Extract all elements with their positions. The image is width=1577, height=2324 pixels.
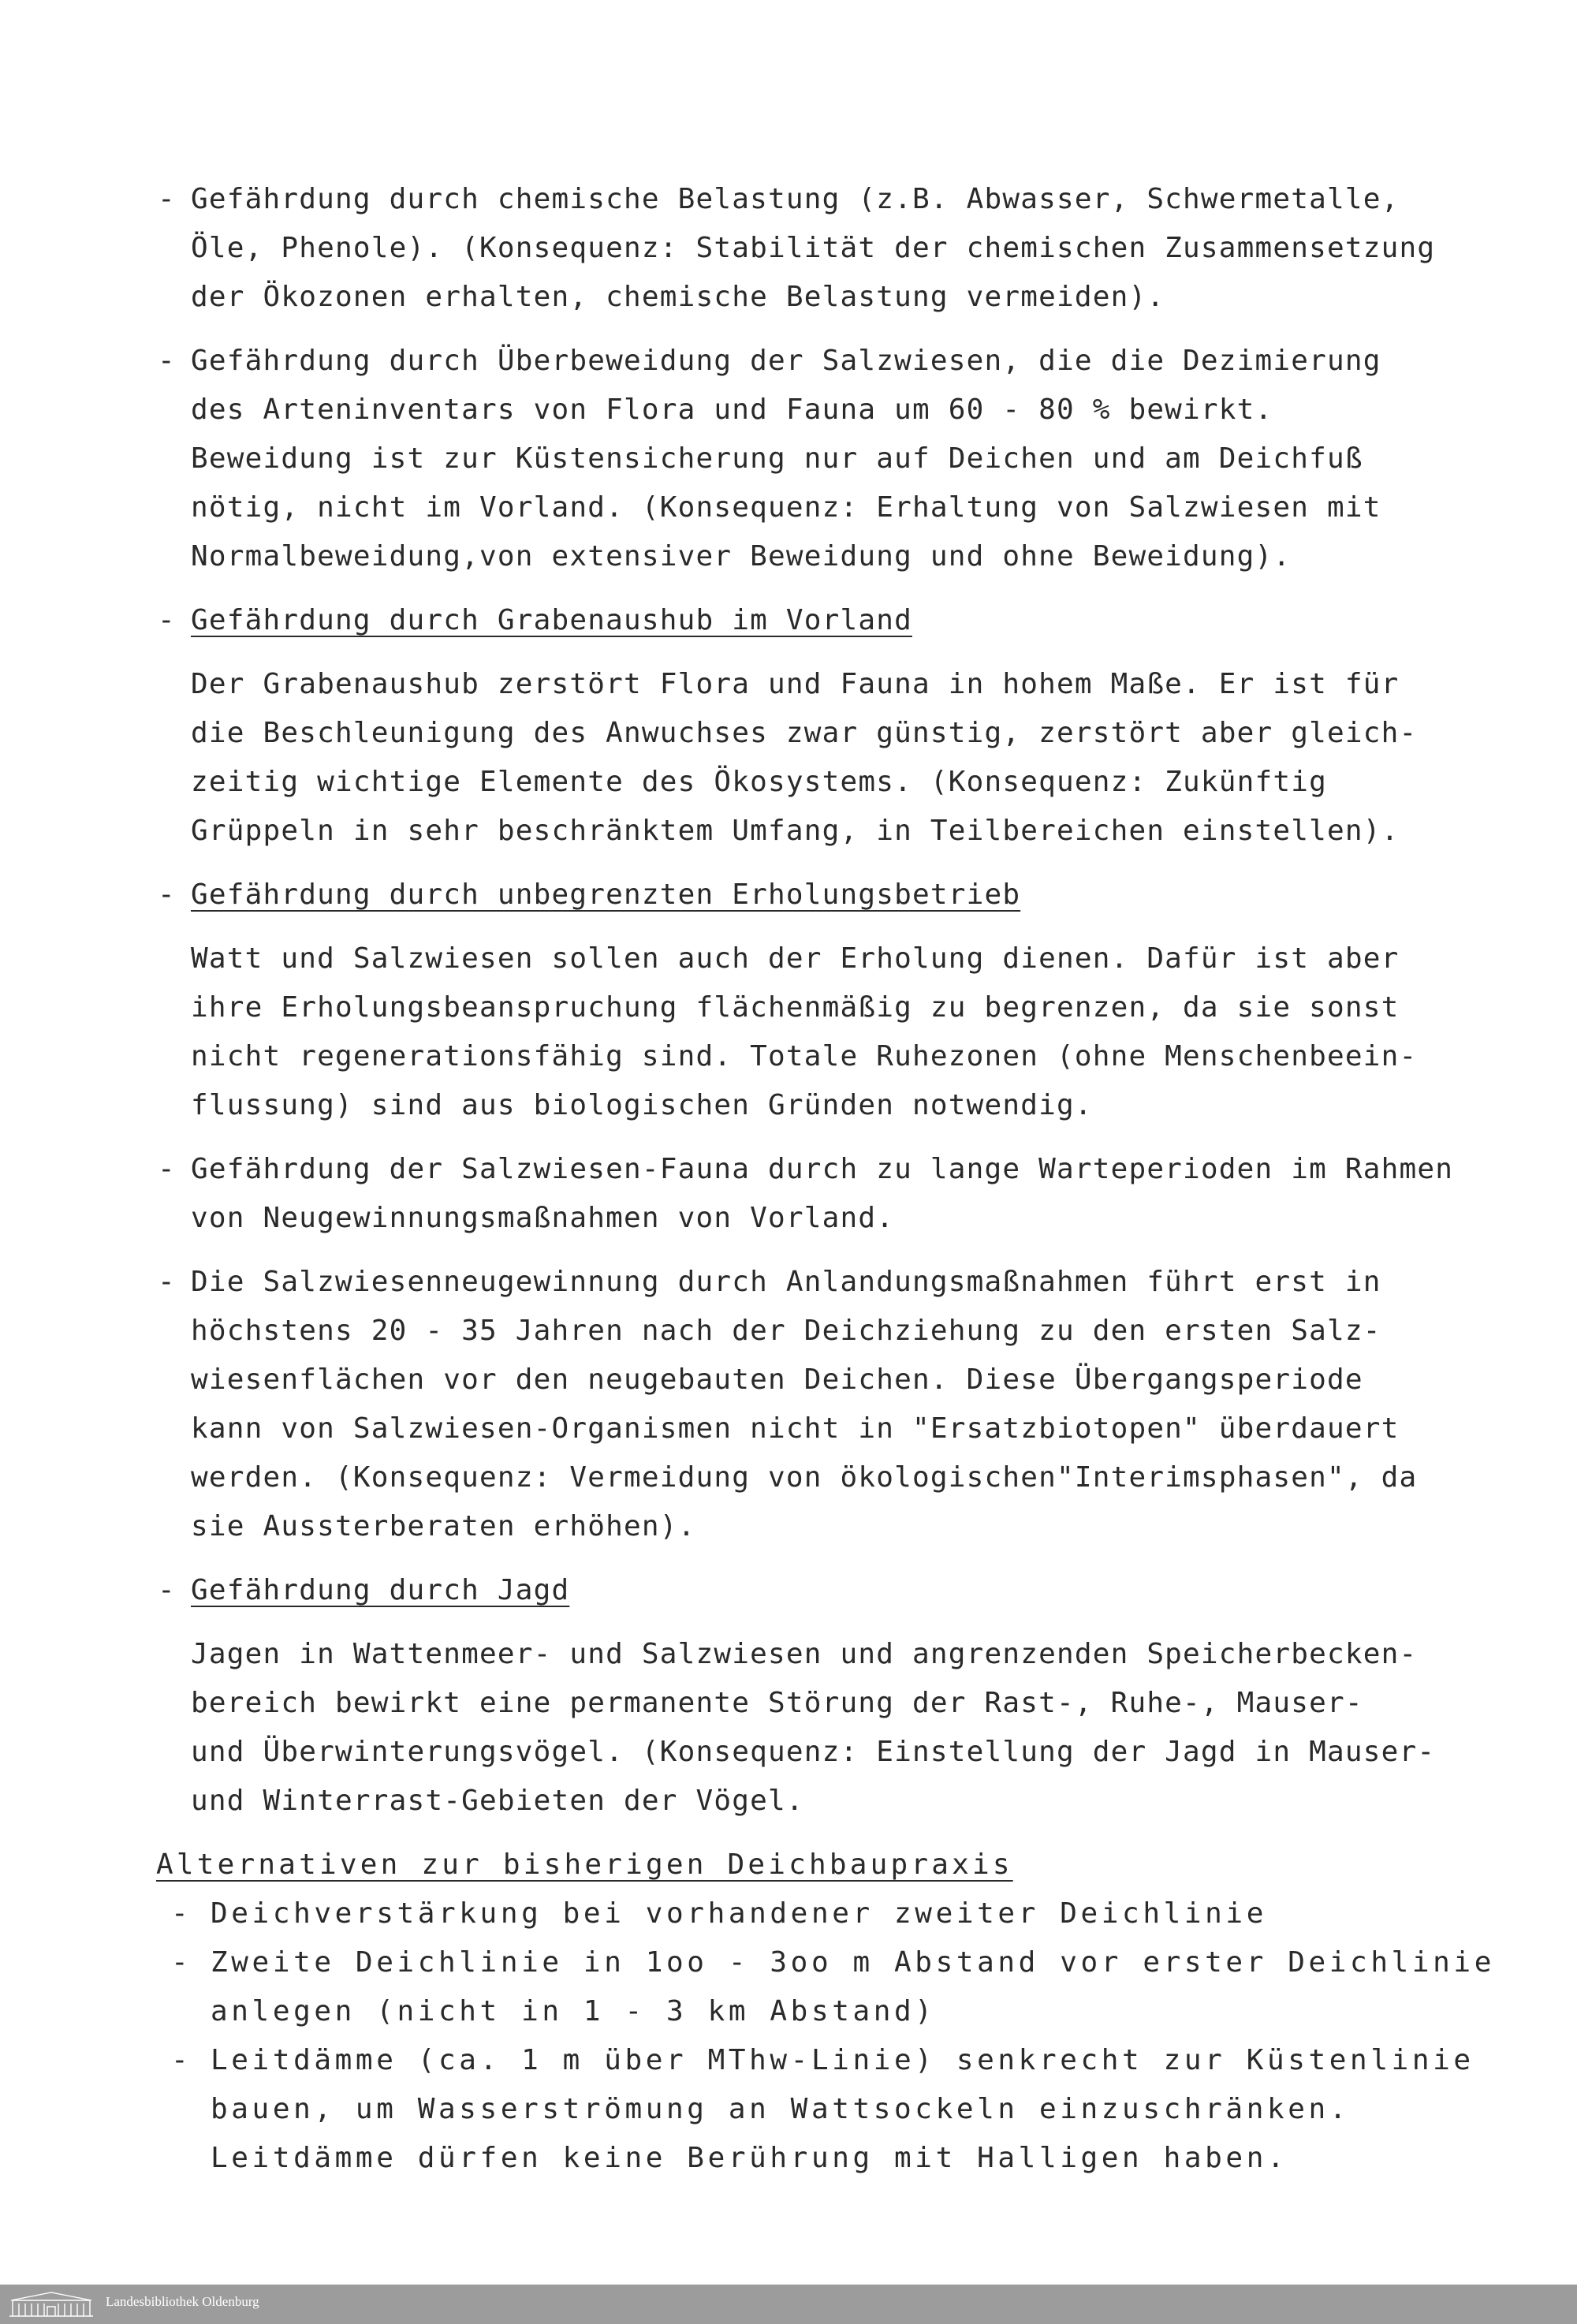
alternatives-list: [158, 1889, 1495, 2183]
hazard-body: [191, 1258, 1467, 1551]
hazard-item: [158, 1566, 1467, 1826]
alternative-item: [158, 1938, 1495, 2036]
text-line: Grüppeln in sehr beschränktem Umfang, in Teilbereichen einstellen).: [191, 815, 1400, 847]
hazard-body: [191, 1566, 1467, 1826]
text-line: Gefährdung durch chemische Belastung (z.B. Abwasser, Schwermetalle,: [191, 183, 1400, 215]
text-line: wiesenflächen vor den neugebauten Deichen. Diese Übergangsperiode: [191, 1363, 1363, 1396]
text-line: nicht regenerationsfähig sind. Totale Ruhezonen (ohne Menschenbeein-: [191, 1040, 1418, 1072]
hazard-item: [158, 337, 1467, 581]
bullet-dash: -: [158, 1574, 175, 1606]
bullet-dash: -: [158, 878, 175, 911]
library-name: Landesbibliothek Oldenburg: [106, 2294, 259, 2309]
hazard-item: [158, 1258, 1467, 1551]
text-line: flussung) sind aus biologischen Gründen notwendig.: [191, 1089, 1093, 1121]
hazard-item: [158, 596, 1467, 856]
typed-text-block: [156, 175, 1495, 2183]
text-line: Jagen in Wattenmeer- und Salzwiesen und angrenzenden Speicherbecken-: [191, 1638, 1418, 1670]
text-line: des Arteninventars von Flora und Fauna um 60 - 80 % bewirkt.: [191, 394, 1273, 426]
hazard-body: [191, 871, 1467, 1130]
alternative-item: [158, 1889, 1467, 1938]
text-line: nötig, nicht im Vorland. (Konsequenz: Erhaltung von Salzwiesen mit: [191, 491, 1381, 524]
text-line: bauen, um Wasserströmung an Wattsockeln einzuschränken.: [211, 2093, 1351, 2125]
hazard-paragraph: [191, 934, 1467, 1130]
text-line: Zweite Deichlinie in 1oo - 3oo m Abstand vor erster Deichlinie: [211, 1946, 1495, 1979]
library-building-icon: [8, 2291, 95, 2318]
bullet-dash: -: [158, 1266, 175, 1298]
section-title: Alternativen zur bisherigen Deichbaupraxis: [156, 1848, 1013, 1881]
text-line: bereich bewirkt eine permanente Störung der Rast-, Ruhe-, Mauser-: [191, 1687, 1363, 1719]
text-line: werden. (Konsequenz: Vermeidung von ökologischen"Interimsphasen", da: [191, 1461, 1418, 1494]
bullet-dash: -: [171, 2044, 188, 2076]
alternative-body: [211, 1889, 1467, 1938]
text-line: Gefährdung durch Überbeweidung der Salzwiesen, die die Dezimierung: [191, 345, 1381, 377]
library-footer-bar: [0, 2285, 1577, 2324]
bullet-dash: -: [171, 1897, 188, 1930]
hazard-item: [158, 175, 1467, 322]
hazard-item: [158, 1145, 1467, 1243]
text-line: von Neugewinnungsmaßnahmen von Vorland.: [191, 1202, 895, 1234]
bullet-dash: -: [158, 183, 175, 215]
text-line: Gefährdung der Salzwiesen-Fauna durch zu lange Warteperioden im Rahmen: [191, 1153, 1454, 1185]
hazard-body: [191, 1145, 1467, 1243]
bullet-dash: -: [158, 1153, 175, 1185]
text-line: sie Aussterberaten erhöhen).: [191, 1510, 696, 1542]
bullet-dash: -: [171, 1946, 188, 1979]
hazard-heading: Gefährdung durch Jagd: [191, 1574, 570, 1606]
text-line: Öle, Phenole). (Konsequenz: Stabilität der chemischen Zusammensetzung: [191, 232, 1436, 264]
hazard-body: [191, 337, 1467, 581]
text-line: Beweidung ist zur Küstensicherung nur auf Deichen und am Deichfuß: [191, 442, 1363, 475]
text-line: höchstens 20 - 35 Jahren nach der Deichziehung zu den ersten Salz-: [191, 1315, 1381, 1347]
text-line: Der Grabenaushub zerstört Flora und Fauna in hohem Maße. Er ist für: [191, 668, 1400, 700]
bullet-dash: -: [158, 604, 175, 636]
text-line: Leitdämme (ca. 1 m über MThw-Linie) senkrecht zur Küstenlinie: [211, 2044, 1474, 2076]
bullet-dash: -: [158, 345, 175, 377]
hazard-body: [191, 596, 1467, 856]
text-line: Normalbeweidung,von extensiver Beweidung und ohne Beweidung).: [191, 540, 1292, 573]
text-line: zeitig wichtige Elemente des Ökosystems. (Konsequenz: Zukünftig: [191, 766, 1328, 798]
hazard-paragraph: [191, 660, 1467, 856]
alternative-item: [158, 2036, 1474, 2183]
text-line: Watt und Salzwiesen sollen auch der Erholung dienen. Dafür ist aber: [191, 942, 1400, 975]
text-line: kann von Salzwiesen-Organismen nicht in "Ersatzbiotopen" überdauert: [191, 1412, 1400, 1445]
hazard-heading: Gefährdung durch unbegrenzten Erholungsbetrieb: [191, 878, 1021, 911]
section-heading: [156, 1841, 1467, 1889]
text-line: Leitdämme dürfen keine Berührung mit Halligen haben.: [211, 2142, 1288, 2174]
hazard-heading: Gefährdung durch Grabenaushub im Vorland: [191, 604, 912, 636]
text-line: und Winterrast-Gebieten der Vögel.: [191, 1785, 804, 1817]
text-line: und Überwinterungsvögel. (Konsequenz: Einstellung der Jagd in Mauser-: [191, 1736, 1436, 1768]
alternative-body: [211, 1938, 1495, 2036]
hazard-body: [191, 175, 1467, 322]
text-line: die Beschleunigung des Anwuchses zwar günstig, zerstört aber gleich-: [191, 717, 1418, 749]
alternative-body: [211, 2036, 1474, 2183]
text-line: anlegen (nicht in 1 - 3 km Abstand): [211, 1995, 936, 2027]
text-line: Deichverstärkung bei vorhandener zweiter Deichlinie: [211, 1897, 1267, 1930]
text-line: der Ökozonen erhalten, chemische Belastung vermeiden).: [191, 281, 1165, 313]
text-line: Die Salzwiesenneugewinnung durch Anlandungsmaßnahmen führt erst in: [191, 1266, 1381, 1298]
hazard-paragraph: [191, 1630, 1467, 1826]
text-line: ihre Erholungsbeanspruchung flächenmäßig zu begrenzen, da sie sonst: [191, 991, 1400, 1024]
hazard-item: [158, 871, 1467, 1130]
